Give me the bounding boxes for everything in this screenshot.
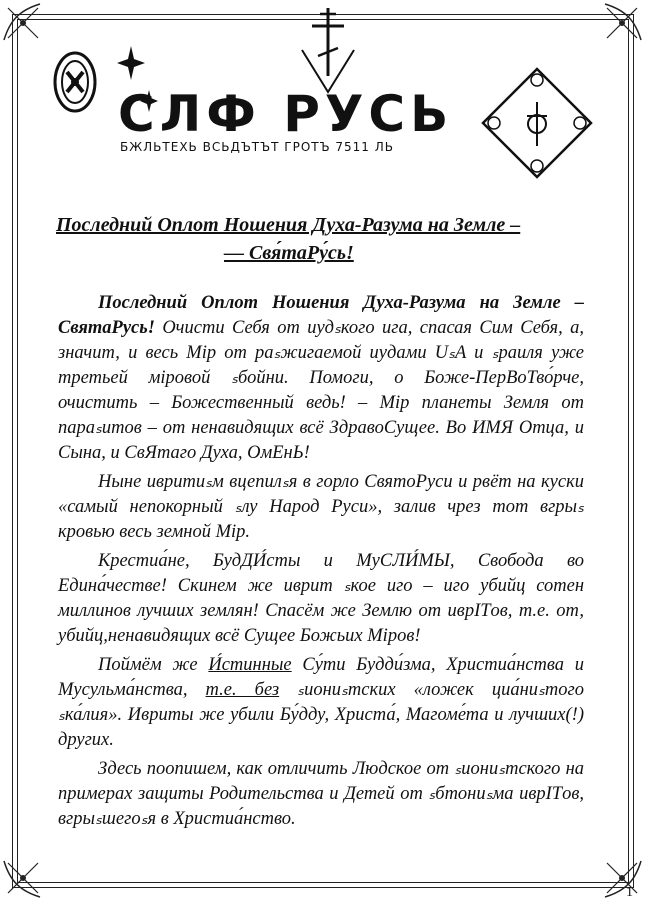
paragraph-4 xyxy=(58,653,584,753)
paragraph-4-underlined: И́стинные xyxy=(208,655,292,675)
paragraph-5: Здесь поопишем, как отличить Людское от ₛиониₛтского на примерах защиты Родительства и Детей от ₛбтониₛма иврITов, вгрыₛшегоₛя в Христиа́нство. xyxy=(58,759,584,829)
paragraph-3: Крестиа́не, БудДИ́сты и МуСЛИ́МЫ, Свобода во Едина́честве! Скинем же иврит ₛкое иго – иго убийц сотен миллинов лучших землян! Спасём же Землю от иврITов, т.е. от, убийц,ненавидящих всё Сущее Божьих Мiров! xyxy=(58,551,584,646)
body-text xyxy=(58,291,584,836)
masthead-title: СЛФ РУСЬ xyxy=(118,85,454,143)
paragraph-4-post: ₛиониₛтских «ложек циа́ниₛтого ₛка́лия». Ивриты же убили Бу́дду, Христа́, Магоме́та и лучших(!) других. xyxy=(58,680,584,750)
corner-ornament-bottom-left xyxy=(0,855,46,901)
paragraph-4-mid: Су́ти Будди́зма, Христиа́нства и Мусульма́нства, xyxy=(58,655,584,700)
grotto-seal-icon xyxy=(480,66,594,180)
paragraph-1-lead: Последний Оплот Ношения Духа-Разума на Земле – СвятаРусь! xyxy=(58,293,584,338)
headline-line-1: Последний Оплот Ношения Духа-Разума на Земле – xyxy=(56,214,521,236)
page-number: 1 xyxy=(626,885,633,900)
star-ornament-icon xyxy=(117,46,145,80)
headline-line-2: — Свя́таРу́сь! xyxy=(224,242,354,264)
masthead-runic-line: БЖЛЬТЕХЬ ВСЬДЪТЪТ ГРОТЪ 7511 ЛЬ xyxy=(120,140,395,154)
paragraph-4-underlined-2: т.е. без xyxy=(205,680,280,700)
orthodox-cross-icon xyxy=(298,4,358,96)
corner-ornament-top-left xyxy=(0,0,46,46)
swirl-emblem-icon xyxy=(52,50,98,114)
corner-ornament-top-right xyxy=(599,0,645,46)
paragraph-2: Ныне ивритиₛм вцепилₛя в горло СвятоРуси и рвёт на куски «самый непокорный ₛлу Народ Руси», залив чрез тот вгрыₛ кровью весь земной Мiр. xyxy=(58,472,584,542)
paragraph-4-pre: Поймём же xyxy=(98,655,209,675)
paragraph-1-text: Очисти Себя от иудₛкого ига, спасая Сим Себя, а, значит, и весь Мiр от раₛжигаемой иудами UₛA и ₛраиля уже третьей мiровой ₛбойни. Помоги, о Боже-ПерВоТво́рче, очистить – Божественный ведь! – Мiр планеты Земля от параₛитов – от ненавидящих всё ЗдравоСущее. Во ИМЯ Отца, и Сына, и СвЯтаго Духа, ОмЕнЬ! xyxy=(58,318,584,463)
paragraph-1 xyxy=(58,291,584,466)
corner-ornament-bottom-right xyxy=(599,855,645,901)
headline xyxy=(56,211,596,267)
